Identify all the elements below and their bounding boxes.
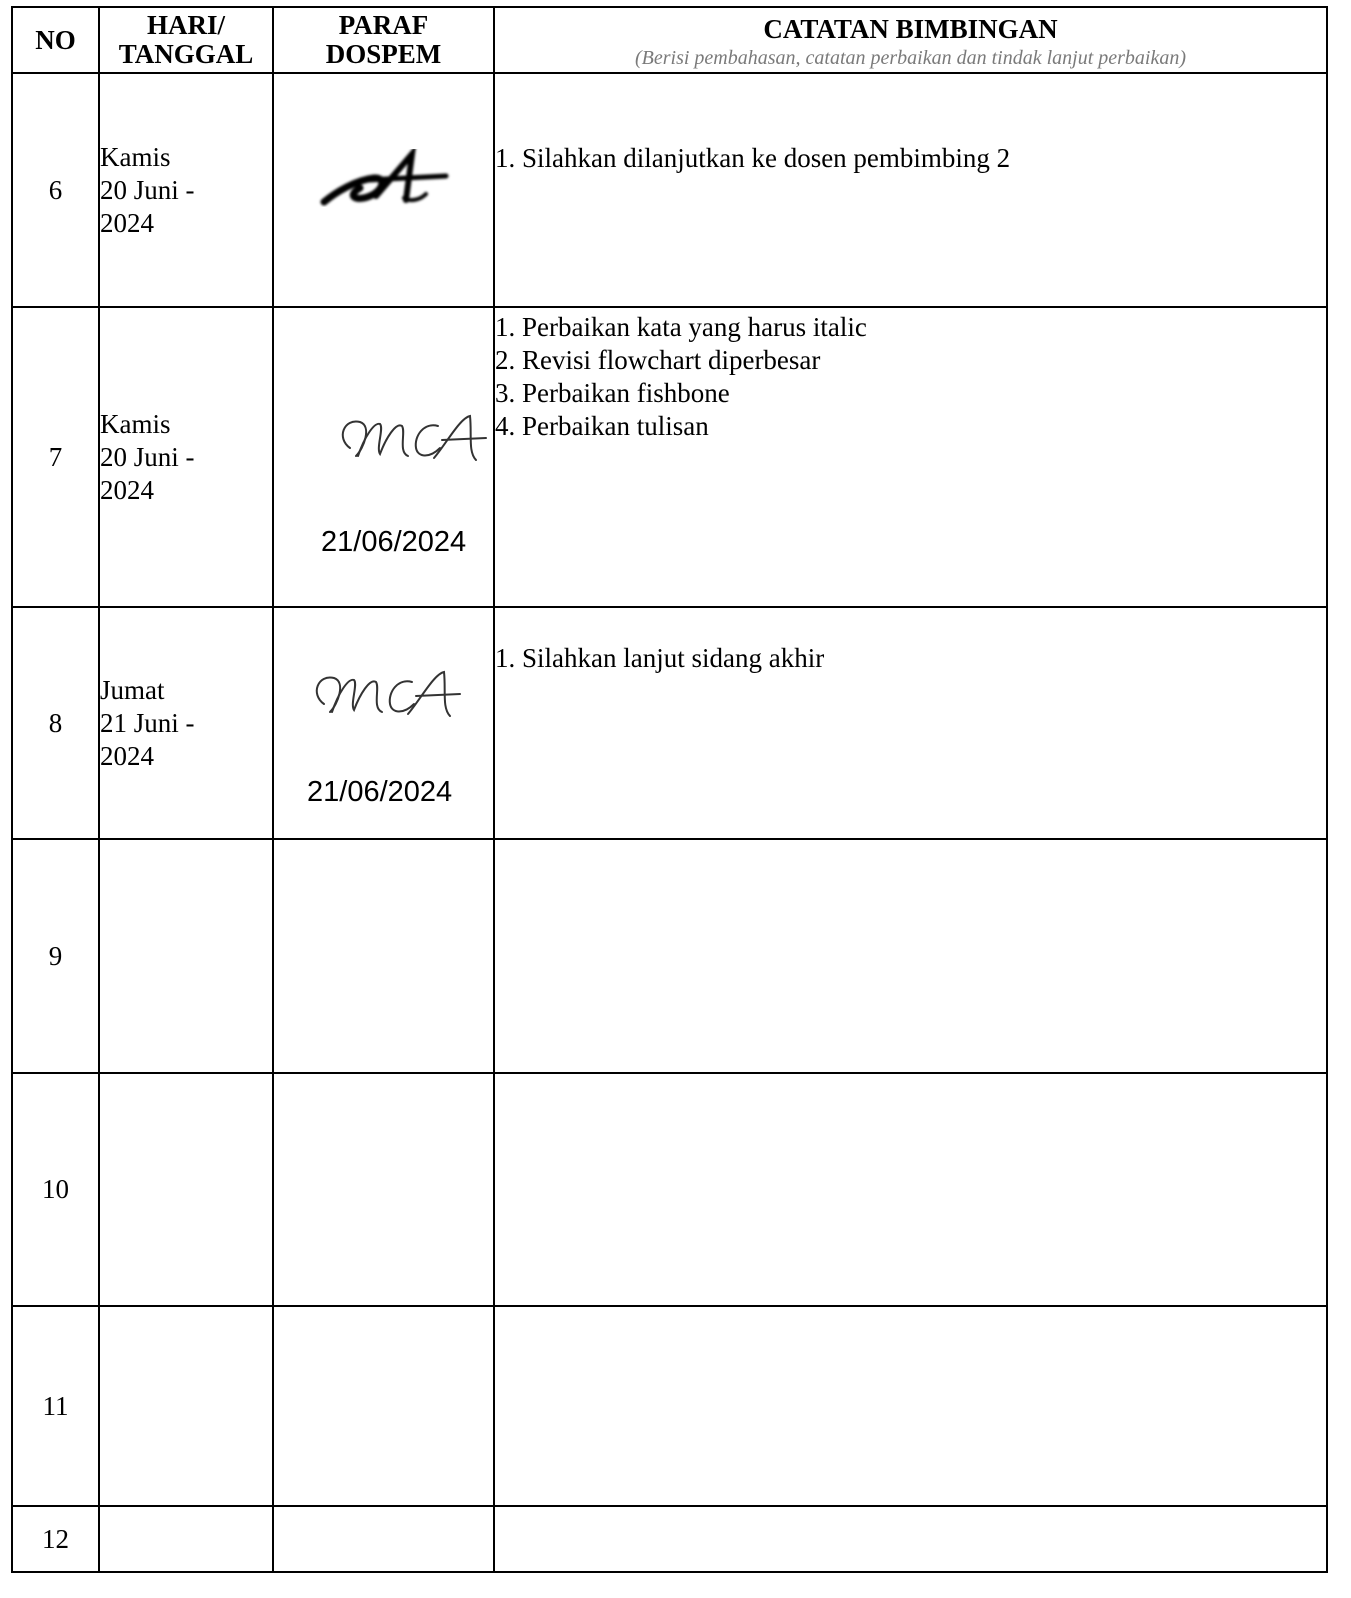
notes-cell xyxy=(494,839,1327,1073)
table-row xyxy=(12,607,1327,839)
row-date xyxy=(99,1073,273,1306)
row-date xyxy=(99,1306,273,1506)
row-number: 12 xyxy=(12,1506,99,1572)
header-signature xyxy=(273,7,494,73)
row-number: 6 xyxy=(12,73,99,307)
row-number: 10 xyxy=(12,1073,99,1306)
signature-mca xyxy=(330,408,490,478)
signature-cell xyxy=(273,1073,494,1306)
list-item: 1. Silahkan dilanjutkan ke dosen pembimbing 2 xyxy=(495,143,1011,173)
signature-cell xyxy=(273,73,494,307)
row-date-line1: 20 Juni - xyxy=(100,174,195,205)
list-item: 2. Revisi flowchart diperbesar xyxy=(495,345,821,375)
notes-cell xyxy=(494,1306,1327,1506)
table-row xyxy=(12,307,1327,607)
table-row xyxy=(12,73,1327,307)
notes-cell xyxy=(494,1506,1327,1572)
header-day xyxy=(99,7,273,73)
notes-list xyxy=(495,642,1326,675)
table-row xyxy=(12,1506,1327,1572)
row-number: 8 xyxy=(12,607,99,839)
signature-date: 21/06/2024 xyxy=(307,776,453,808)
row-day: Kamis xyxy=(100,141,171,172)
row-date-line2: 2024 xyxy=(100,207,154,238)
header-sig-line1: PARAF xyxy=(338,10,429,40)
signature-date: 21/06/2024 xyxy=(321,526,467,558)
signature-mca xyxy=(304,664,464,734)
row-date-line2: 2024 xyxy=(100,740,154,771)
notes-cell xyxy=(494,73,1327,307)
header-row xyxy=(12,7,1327,73)
row-day: Kamis xyxy=(100,408,171,439)
notes-cell xyxy=(494,607,1327,839)
signature-cell xyxy=(273,1306,494,1506)
row-number: 11 xyxy=(12,1306,99,1506)
header-no: NO xyxy=(12,7,99,73)
signature-cell xyxy=(273,839,494,1073)
header-notes-title: CATATAN BIMBINGAN xyxy=(763,14,1058,44)
row-date xyxy=(99,73,273,307)
row-date-line2: 2024 xyxy=(100,474,154,505)
notes-list xyxy=(495,311,1326,443)
header-notes xyxy=(494,7,1327,73)
signature-initial-a xyxy=(316,144,456,214)
list-item: 4. Perbaikan tulisan xyxy=(495,411,709,441)
header-day-line2: TANGGAL xyxy=(118,39,254,69)
notes-cell xyxy=(494,1073,1327,1306)
row-date-line1: 20 Juni - xyxy=(100,441,195,472)
notes-cell xyxy=(494,307,1327,607)
list-item: 1. Perbaikan kata yang harus italic xyxy=(495,312,867,342)
guidance-log-table xyxy=(11,6,1328,1573)
signature-cell xyxy=(273,607,494,839)
list-item: 1. Silahkan lanjut sidang akhir xyxy=(495,643,825,673)
table-row xyxy=(12,1073,1327,1306)
header-day-line1: HARI/ xyxy=(146,10,225,40)
notes-list xyxy=(495,142,1326,175)
row-date-line1: 21 Juni - xyxy=(100,707,195,738)
signature-cell xyxy=(273,307,494,607)
row-date xyxy=(99,607,273,839)
row-number: 7 xyxy=(12,307,99,607)
row-date xyxy=(99,307,273,607)
table-row xyxy=(12,839,1327,1073)
table-row xyxy=(12,1306,1327,1506)
row-day: Jumat xyxy=(100,674,165,705)
row-date xyxy=(99,1506,273,1572)
signature-cell xyxy=(273,1506,494,1572)
header-sig-line2: DOSPEM xyxy=(325,39,442,69)
header-notes-subtitle: (Berisi pembahasan, catatan perbaikan dan tindak lanjut perbaikan) xyxy=(634,47,1187,69)
list-item: 3. Perbaikan fishbone xyxy=(495,378,730,408)
row-number: 9 xyxy=(12,839,99,1073)
row-date xyxy=(99,839,273,1073)
